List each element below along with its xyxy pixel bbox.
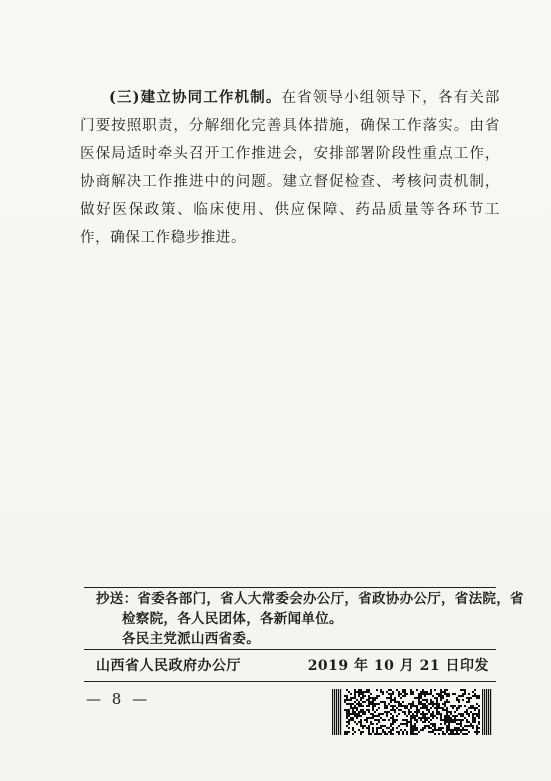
- divider-bottom: [84, 681, 496, 682]
- page-number: — 8 —: [86, 690, 151, 708]
- distribution-line-3: 各民主党派山西省委。: [122, 631, 260, 647]
- distribution-line-1: 抄送：省委各部门，省人大常委会办公厅，省政协办公厅，省法院，省: [96, 591, 524, 607]
- issue-date: 2019 年 10 月 21 日印发: [307, 658, 489, 674]
- divider-top: [84, 587, 496, 588]
- issuing-office: 山西省人民政府办公厅: [96, 658, 241, 674]
- distribution-list: [96, 589, 524, 649]
- paragraph-text: 在省领导小组领导下，各有关部门要按照职责，分解细化完善具体措施，确保工作落实。由省医保局适时牵头召开工作推进会，安排部署阶段性重点工作，协商解决工作推进中的问题。建立督促检查、考核问责机制，做好医保政策、临床使用、供应保障、药品质量等各环节工作，确保工作稳步推进。: [80, 90, 500, 246]
- body-text: [80, 84, 500, 252]
- paragraph-lead: (三)建立协同工作机制。: [109, 89, 282, 106]
- paragraph: [80, 84, 500, 252]
- distribution-line-2: 检察院，各人民团体，各新闻单位。: [122, 611, 343, 627]
- divider-middle: [84, 649, 496, 650]
- barcode-icon: [332, 689, 492, 735]
